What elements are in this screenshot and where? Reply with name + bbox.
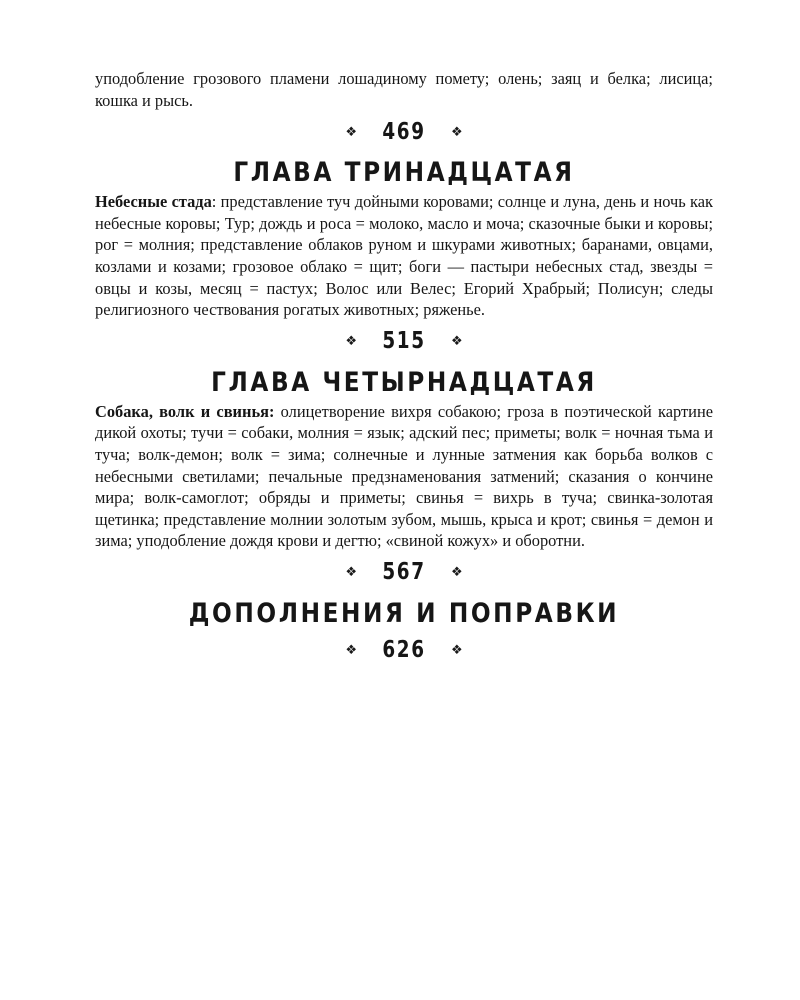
chapter-14-summary	[95, 401, 713, 552]
diamond-ornament-icon: ❖	[451, 124, 463, 140]
chapter-13-summary	[95, 191, 713, 321]
page-reference-626	[95, 638, 713, 664]
chapter-13-body: : представление туч дойными коровами; солнце и луна, день и ночь как небесные коровы; Тур; дождь и роса = молоко, масло и моча; сказочные быки и коровы; рог = молния; представление облаков руном и шкурами животных; баранами, овцами, козлами и козами; грозовое облако = щит; боги — пастыри небесных стад, звезды = овцы и козы, месяц = пастух; Волос или Велес; Егорий Храбрый; Полисун; следы религиозного чествования рогатых животных; ряженье.	[95, 192, 714, 320]
continued-paragraph	[95, 68, 713, 111]
page-number: 626	[382, 637, 426, 664]
chapter-13-lead: Небесные стада	[95, 192, 212, 212]
contents-page	[95, 68, 713, 670]
chapter-13-title: ГЛАВА ТРИНАДЦАТАЯ	[233, 157, 575, 189]
page-reference-469	[95, 119, 713, 145]
continued-paragraph-text: уподобление грозового пламени лошадиному помету; олень; заяц и белка; лисица; кошка и рысь.	[95, 69, 713, 110]
diamond-ornament-icon: ❖	[451, 334, 463, 350]
page-reference-515	[95, 329, 713, 355]
page-number: 567	[382, 559, 426, 586]
chapter-14-lead: Собака, волк и свинья:	[95, 401, 275, 421]
chapter-14-body: олицетворение вихря собакою; гроза в поэтической картине дикой охоты; тучи = собаки, молния = язык; адский пес; приметы; волк = ночная тьма и туча; волк-демон; волк = зима; солнечные и лунные затмения как борьба волков с небесными светилами; печальные предзнаменования затмений; сказания о кончине мира; волк-самоглот; обряды и приметы; свинья = вихрь в туча; свинка-золотая щетинка; представление молнии золотым зубом, мышь, крыса и крот; свинья = демон и зима; уподобление дождя крови и дегтю; «свиной кожух» и оборотни.	[95, 401, 713, 551]
diamond-ornament-icon: ❖	[345, 334, 357, 350]
diamond-ornament-icon: ❖	[451, 643, 463, 659]
page-number: 469	[382, 118, 426, 145]
diamond-ornament-icon: ❖	[345, 643, 357, 659]
page-reference-567	[95, 560, 713, 586]
diamond-ornament-icon: ❖	[451, 565, 463, 581]
chapter-14-title: ГЛАВА ЧЕТЫРНАДЦАТАЯ	[211, 366, 597, 398]
addenda-title: ДОПОЛНЕНИЯ И ПОПРАВКИ	[188, 597, 620, 629]
diamond-ornament-icon: ❖	[345, 124, 357, 140]
diamond-ornament-icon: ❖	[345, 565, 357, 581]
page-number: 515	[382, 328, 426, 355]
